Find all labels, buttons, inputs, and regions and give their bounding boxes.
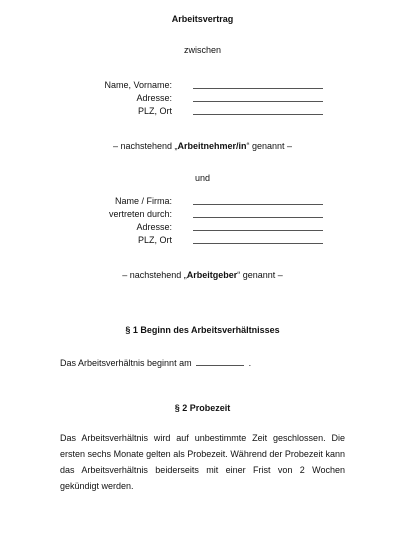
employee-city-field[interactable] (193, 114, 323, 115)
section1-heading: § 1 Beginn des Arbeitsverhältnisses (125, 325, 280, 335)
employee-address-row (0, 93, 405, 105)
employee-city-label: PLZ, Ort (137, 106, 172, 116)
employee-name-row (0, 80, 405, 92)
employer-representative-label: vertreten durch: (108, 209, 172, 219)
employer-clause-term: Arbeitgeber (186, 270, 238, 280)
employee-clause-suffix: “ genannt – (246, 141, 293, 151)
employer-name-field[interactable] (193, 204, 323, 205)
section1-text-after: . (248, 358, 252, 368)
section2-heading: § 2 Probezeit (174, 403, 231, 413)
section1-text (60, 355, 345, 371)
employer-name-row (0, 196, 405, 208)
employee-clause-term: Arbeitnehmer/in (177, 141, 247, 151)
employee-clause-prefix: – nachstehend „ (112, 141, 178, 151)
employer-address-field[interactable] (193, 230, 323, 231)
employer-clause-prefix: – nachstehend „ (122, 270, 187, 280)
employee-name-label: Name, Vorname: (104, 80, 172, 90)
employer-city-label: PLZ, Ort (137, 235, 172, 245)
employer-clause (0, 270, 405, 281)
employee-city-row (0, 106, 405, 118)
document-title: Arbeitsvertrag (171, 14, 234, 24)
start-date-field[interactable] (196, 357, 244, 366)
employee-address-field[interactable] (193, 101, 323, 102)
section1-text-before: Das Arbeitsverhältnis beginnt am (60, 358, 192, 368)
employer-address-label: Adresse: (136, 222, 172, 232)
employer-representative-field[interactable] (193, 217, 323, 218)
employer-clause-suffix: “ genannt – (237, 270, 283, 280)
employee-clause (0, 141, 405, 152)
employer-name-label: Name / Firma: (114, 196, 172, 206)
employee-name-field[interactable] (193, 88, 323, 89)
and-text: und (194, 173, 211, 183)
employee-address-label: Adresse: (136, 93, 172, 103)
employer-address-row (0, 222, 405, 234)
employer-representative-row (0, 209, 405, 221)
employer-city-row (0, 235, 405, 247)
section2-text: Das Arbeitsverhältnis wird auf unbestimmte Zeit geschlossen. Die ersten sechs Monate gelten als Probezeit. Während der Probezeit kann das Arbeitsverhältnis beiderseits mit einer Frist von 2 Wochen gekündigt werden. (60, 433, 345, 491)
between-text: zwischen (183, 45, 221, 55)
employer-city-field[interactable] (193, 243, 323, 244)
